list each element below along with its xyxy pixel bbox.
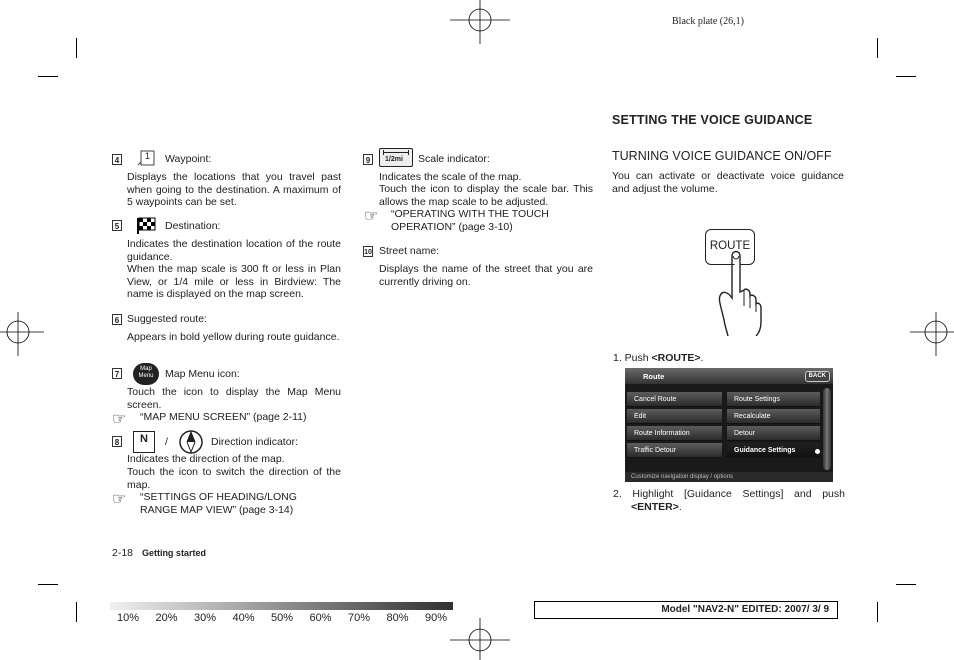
street-name-label: Street name: xyxy=(379,245,440,257)
item-number-4: 4 xyxy=(112,154,122,165)
destination-label: Destination: xyxy=(165,220,221,232)
screen-titlebar xyxy=(625,368,833,384)
reference-hand-icon: ☞ xyxy=(364,208,379,225)
waypoint-icon-number: 1 xyxy=(145,151,151,161)
step-2: 2. Highlight [Guidance Settings] and push <ENTER>. xyxy=(613,488,845,513)
registration-mark-top xyxy=(450,0,510,44)
intro-text: You can activate or deactivate voice guidance and adjust the volume. xyxy=(612,170,844,195)
map-menu-desc: Touch the icon to display the Map Menu screen. xyxy=(127,386,341,411)
item-number-8: 8 xyxy=(112,436,122,447)
item-number-10: 10 xyxy=(363,246,373,257)
north-up-icon: N xyxy=(133,431,155,453)
back-button[interactable]: BACK xyxy=(805,371,830,382)
scale-indicator-ref: “OPERATING WITH THE TOUCH OPERATION” (page 3-10) xyxy=(391,208,549,233)
registration-mark-bottom xyxy=(450,618,510,660)
menu-route-settings[interactable]: Route Settings xyxy=(727,392,820,407)
menu-guidance-settings[interactable]: Guidance Settings xyxy=(727,443,820,458)
section-name: Getting started xyxy=(141,548,206,558)
destination-desc: Indicates the destination location of the route guidance. xyxy=(127,238,341,263)
page-footer xyxy=(112,547,206,559)
menu-edit[interactable]: Edit xyxy=(627,409,722,424)
route-button-illustration xyxy=(698,226,818,338)
model-code: NAV2-N xyxy=(697,604,735,615)
map-menu-ref: “MAP MENU SCREEN” (page 2-11) xyxy=(140,411,307,423)
finger-press-icon xyxy=(712,248,762,336)
direction-slash: / xyxy=(165,436,168,448)
item-number-6: 6 xyxy=(112,314,122,325)
step-1: 1. Push <ROUTE>. xyxy=(613,352,704,364)
item-number-9: 9 xyxy=(363,154,373,165)
scale-indicator-label: Scale indicator: xyxy=(418,153,490,165)
reference-hand-icon: ☞ xyxy=(112,411,127,428)
waypoint-label: Waypoint: xyxy=(165,153,212,165)
waypoint-desc: Displays the locations that you travel past when going to the destination. A maximum of 5 waypoints can be set. xyxy=(127,171,341,209)
menu-route-information[interactable]: Route Information xyxy=(627,426,722,441)
suggested-route-label: Suggested route: xyxy=(127,313,207,325)
direction-desc: Indicates the direction of the map. xyxy=(127,453,285,465)
selected-indicator-dot xyxy=(815,449,820,454)
grayscale-strip xyxy=(110,602,453,610)
section-heading: SETTING THE VOICE GUIDANCE xyxy=(612,113,813,127)
screen-scrollbar[interactable] xyxy=(823,388,831,470)
waypoint-icon xyxy=(137,150,155,166)
plate-label: Black plate (26,1) xyxy=(672,16,744,27)
item-number-7: 7 xyxy=(112,368,122,379)
scale-indicator-desc: Indicates the scale of the map. xyxy=(379,171,522,183)
model-edit-box: Model "NAV2-N" EDITED: 2007/ 3/ 9 xyxy=(534,601,838,619)
screen-status-bar: Customize navigation display / options xyxy=(625,472,833,482)
street-name-desc: Displays the name of the street that you are currently driving on. xyxy=(379,263,593,288)
destination-desc-2: When the map scale is 300 ft or less in Plan View, or 1/4 mile or less in Birdview: The name is displayed on the map screen. xyxy=(127,263,341,301)
direction-label: Direction indicator: xyxy=(211,436,298,448)
menu-traffic-detour[interactable]: Traffic Detour xyxy=(627,443,722,458)
menu-cancel-route[interactable]: Cancel Route xyxy=(627,392,722,407)
destination-flag-icon xyxy=(136,216,156,234)
scale-indicator-desc-2: Touch the icon to display the scale bar. This allows the map scale to be adjusted. xyxy=(379,183,593,208)
screen-title: Route xyxy=(643,372,665,381)
reference-hand-icon: ☞ xyxy=(112,491,127,508)
compass-icon xyxy=(178,429,204,455)
menu-recalculate[interactable]: Recalculate xyxy=(727,409,820,424)
item-number-5: 5 xyxy=(112,220,122,231)
menu-detour[interactable]: Detour xyxy=(727,426,820,441)
suggested-route-desc: Appears in bold yellow during route guidance. xyxy=(127,331,340,343)
route-hardware-button: ROUTE xyxy=(705,229,755,265)
map-menu-label: Map Menu icon: xyxy=(165,368,240,380)
grayscale-percentages: 10% 20% 30% 40% 50% 60% 70% 80% 90% xyxy=(117,612,448,624)
map-menu-icon: Map Menu xyxy=(133,363,159,385)
direction-desc-2: Touch the icon to switch the direction of the map. xyxy=(127,466,341,491)
scale-indicator-icon: 1/2mi xyxy=(379,148,413,167)
registration-mark-left xyxy=(0,312,44,356)
subsection-heading: TURNING VOICE GUIDANCE ON/OFF xyxy=(612,149,832,163)
registration-mark-right xyxy=(910,312,954,356)
direction-ref: “SETTINGS OF HEADING/LONG RANGE MAP VIEW” (page 3-14) xyxy=(140,491,297,516)
route-menu-screen xyxy=(625,368,833,482)
page-number: 2-18 xyxy=(112,547,134,559)
